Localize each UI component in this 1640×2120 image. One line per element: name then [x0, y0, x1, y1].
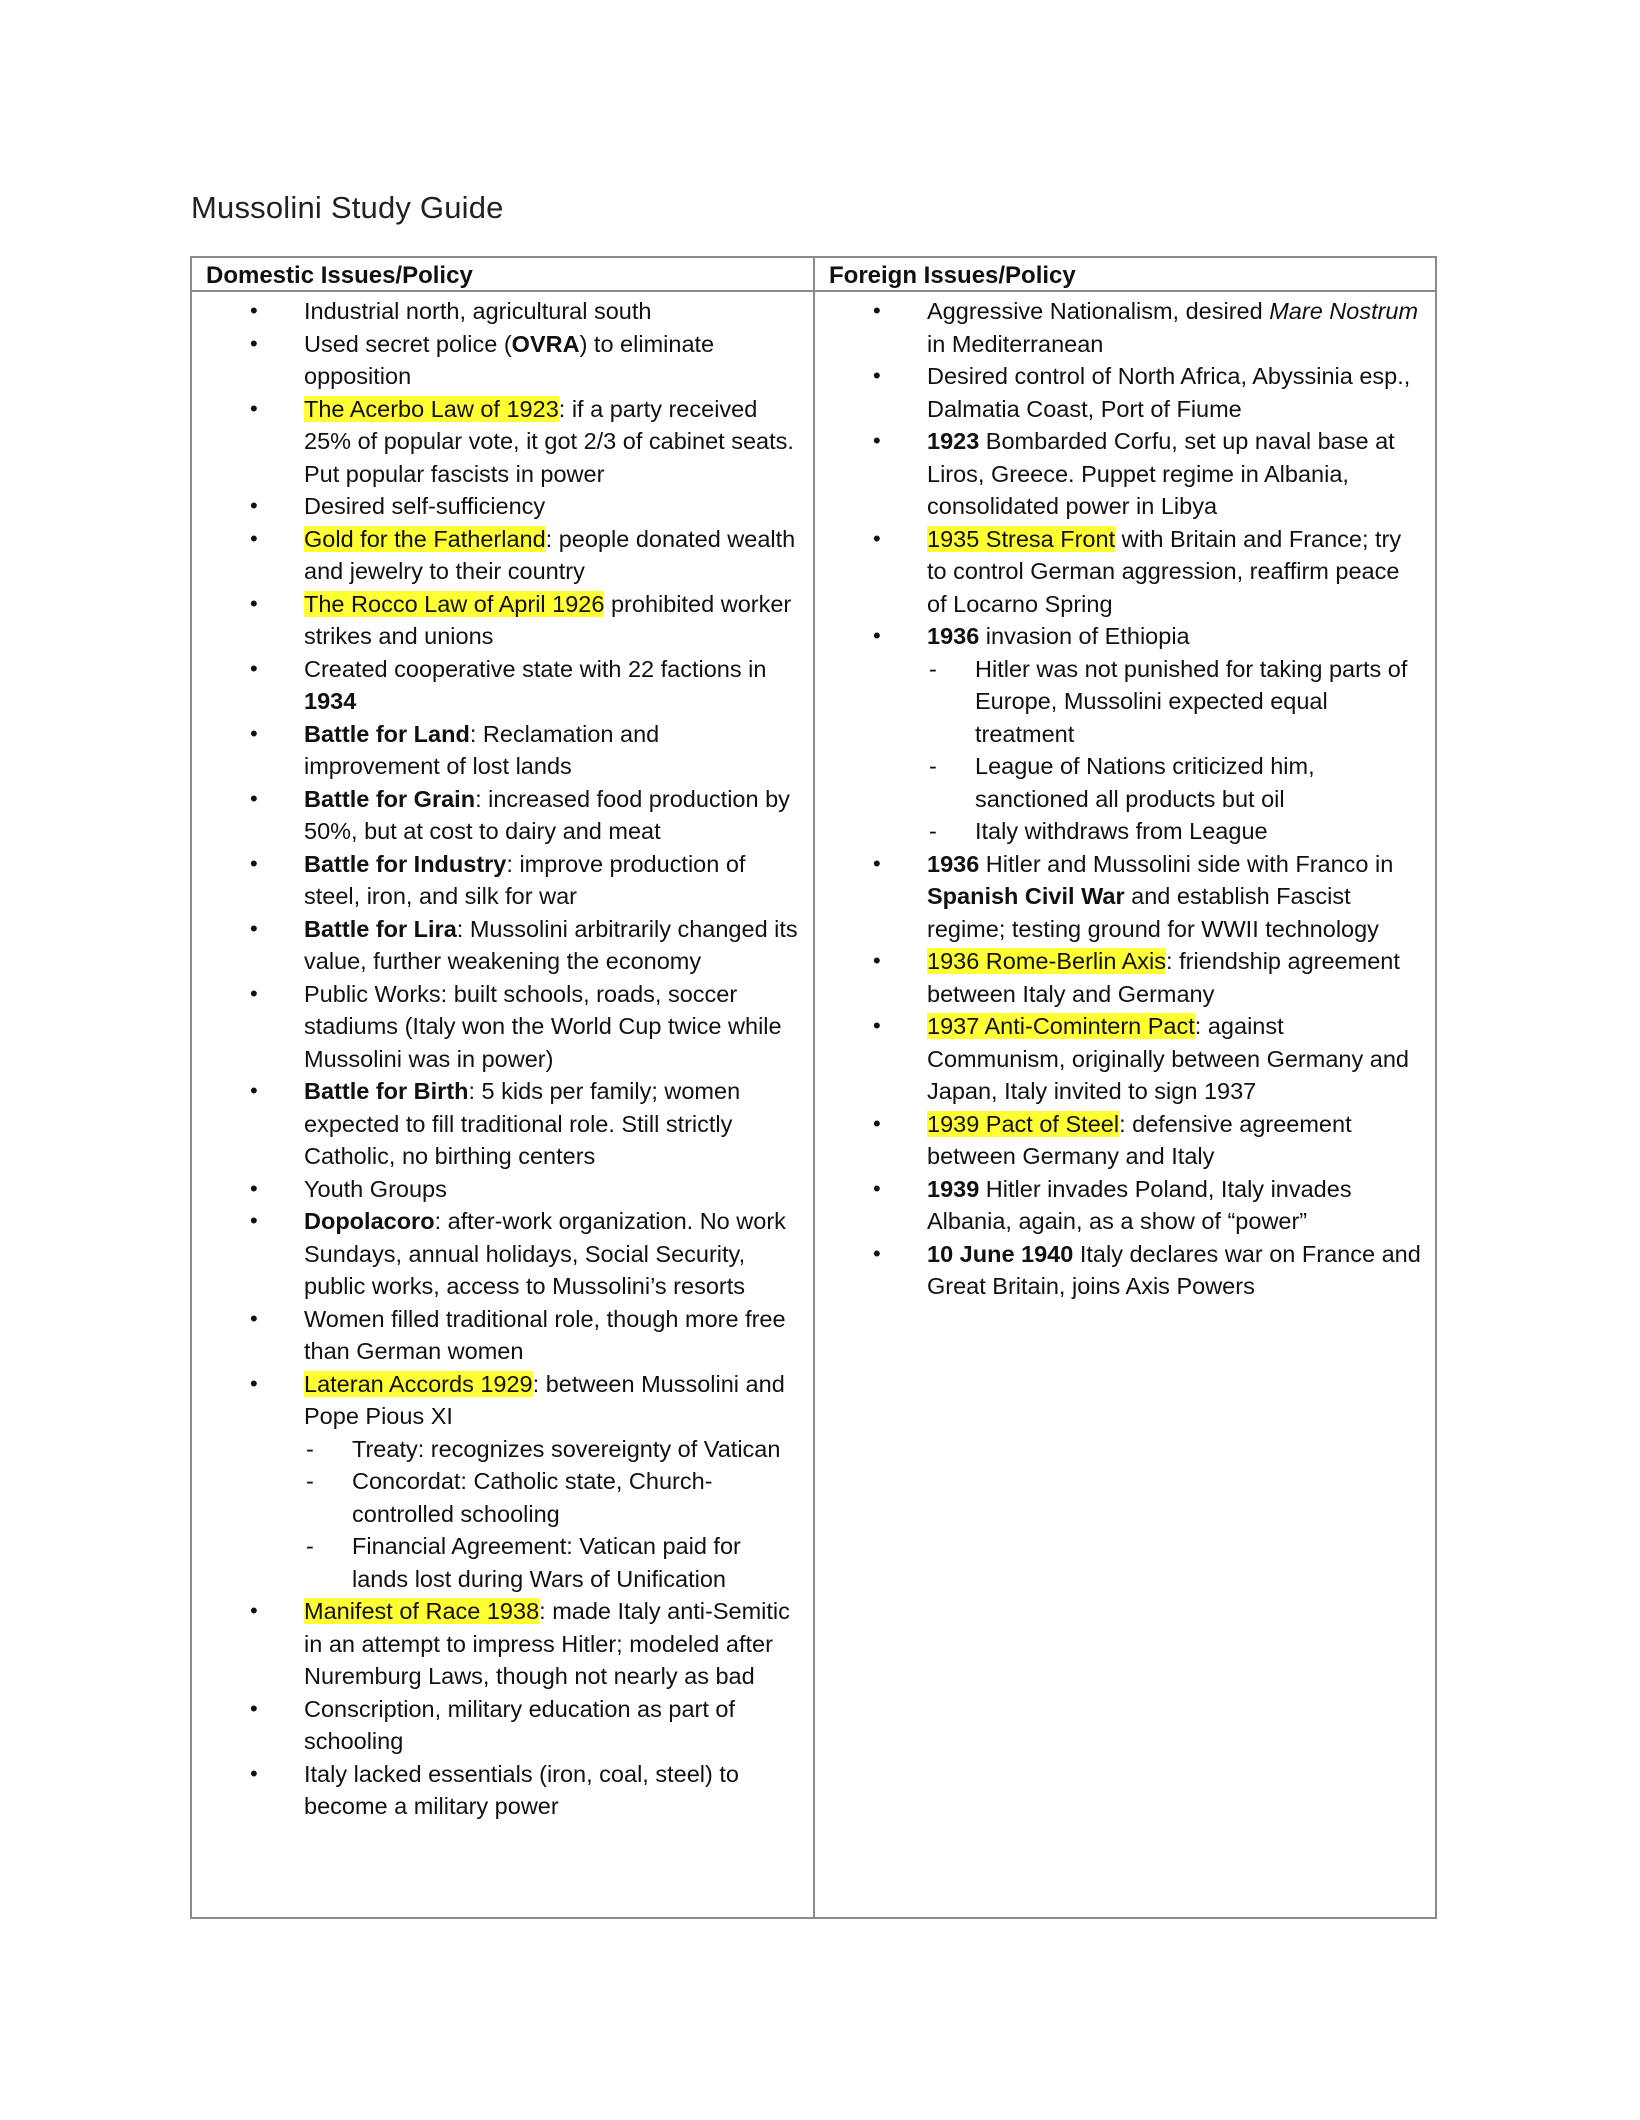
list-item [192, 1693, 799, 1758]
sub-list-item: - Financial Agreement: Vatican paid for lands lost during Wars of Unification [304, 1530, 799, 1595]
item-text: invasion of Ethiopia [979, 623, 1190, 649]
list-item [192, 913, 799, 978]
list-item [192, 1173, 799, 1206]
domestic-list [192, 292, 813, 1823]
sub-list-item: - League of Nations criticized him, sanctioned all products but oil [927, 750, 1421, 815]
list-item [192, 490, 799, 523]
sub-list-item: - Concordat: Catholic state, Church-controlled schooling [304, 1465, 799, 1530]
bold-term: Battle for Land [304, 720, 470, 747]
list-item [815, 295, 1421, 360]
item-text: Italy declares war on France and Great Britain, joins Axis Powers [927, 1240, 1421, 1299]
item-text: Women filled traditional role, though more free than German women [304, 1305, 786, 1364]
item-text: : increased food production by 50%, but at cost to dairy and meat [304, 785, 790, 844]
table-header-row [191, 257, 1436, 291]
item-text: : after-work organization. No work Sundays, annual holidays, Social Security, public works, access to Mussolini’s resorts [304, 1208, 786, 1299]
item-text: and establish Fascist regime; testing ground for WWII technology [927, 883, 1379, 942]
highlighted-term: The Acerbo Law of 1923 [304, 395, 559, 422]
bold-term: Battle for Lira [304, 915, 457, 942]
list-item [192, 848, 799, 913]
item-text: : improve production of steel, iron, and silk for war [304, 850, 746, 909]
bold-term: 1934 [304, 688, 357, 714]
sub-list [927, 653, 1421, 848]
sub-list-item: - Italy withdraws from League [927, 815, 1421, 848]
bold-term: 1939 [927, 1175, 980, 1202]
highlighted-term: Lateran Accords 1929 [304, 1370, 533, 1397]
sub-list-item: - Hitler was not punished for taking parts of Europe, Mussolini expected equal treatment [927, 653, 1421, 751]
list-item [192, 393, 799, 491]
list-item [192, 588, 799, 653]
bold-term: Spanish Civil War [927, 883, 1125, 909]
item-text: Desired control of North Africa, Abyssinia esp., Dalmatia Coast, Port of Fiume [927, 363, 1411, 422]
item-text: : 5 kids per family; women expected to fill traditional role. Still strictly Catholic, no birthing centers [304, 1078, 741, 1169]
table-body-row [191, 291, 1436, 1918]
list-item [815, 1173, 1421, 1238]
item-text: Bombarded Corfu, set up naval base at Liros, Greece. Puppet regime in Albania, consolidated power in Libya [927, 428, 1395, 519]
list-item [815, 848, 1421, 946]
item-text: Italy lacked essentials (iron, coal, steel) to become a military power [304, 1760, 739, 1819]
highlighted-term: Manifest of Race 1938 [304, 1598, 540, 1624]
item-text: : if a party received 25% of popular vote, it got 2/3 of cabinet seats. Put popular fascists in power [304, 395, 794, 487]
item-text: in Mediterranean [927, 330, 1104, 357]
page-title: Mussolini Study Guide [191, 190, 504, 225]
item-text: with Britain and France; try to control German aggression, reaffirm peace of Locarno Spring [927, 525, 1402, 617]
item-text: Hitler invades Poland, Italy invades Albania, again, as a show of “power” [927, 1175, 1352, 1234]
bold-term: 1936 [927, 623, 980, 649]
sub-list [304, 1433, 799, 1596]
bold-term: Battle for Industry [304, 850, 507, 877]
list-item [192, 653, 799, 718]
item-text: : people donated wealth and jewelry to their country [304, 525, 796, 584]
bold-term: 10 June 1940 [927, 1240, 1074, 1267]
list-item [192, 1205, 799, 1303]
list-item [192, 1303, 799, 1368]
item-text: Public Works: built schools, roads, soccer stadiums (Italy won the World Cup twice while Mussolini was in power) [304, 980, 782, 1072]
bold-term: Battle for Birth [304, 1078, 469, 1104]
list-item [815, 620, 1421, 848]
item-text: : Mussolini arbitrarily changed its value, further weakening the economy [304, 915, 798, 974]
highlighted-term: 1939 Pact of Steel [927, 1110, 1120, 1137]
list-item [815, 1238, 1421, 1303]
item-text: : made Italy anti-Semitic in an attempt to impress Hitler; modeled after Nuremburg Laws, though not nearly as bad [304, 1598, 790, 1689]
item-text: Youth Groups [304, 1175, 447, 1202]
domestic-cell [191, 291, 814, 1918]
item-text: Desired self-sufficiency [304, 493, 546, 519]
list-item [192, 978, 799, 1076]
sub-list-item: - Treaty: recognizes sovereignty of Vatican [304, 1433, 799, 1466]
list-item [192, 1368, 799, 1596]
bold-term: 1923 [927, 428, 980, 454]
item-text: : friendship agreement between Italy and Germany [927, 948, 1400, 1007]
list-item [815, 1010, 1421, 1108]
item-text: : defensive agreement between Germany and Italy [927, 1110, 1352, 1169]
list-item [192, 523, 799, 588]
foreign-cell [814, 291, 1436, 1918]
list-item [192, 295, 799, 328]
item-text: Aggressive Nationalism, desired [927, 298, 1270, 324]
item-text: Used secret police ( [304, 330, 512, 357]
highlighted-term: Gold for the Fatherland [304, 525, 546, 552]
list-item [192, 1595, 799, 1693]
list-item [815, 425, 1421, 523]
bold-term: Dopolacoro [304, 1208, 435, 1234]
list-item [815, 945, 1421, 1010]
item-text: Hitler and Mussolini side with Franco in [979, 850, 1394, 877]
item-text: Created cooperative state with 22 factions in [304, 655, 767, 682]
foreign-list [815, 292, 1435, 1303]
domestic-header: Domestic Issues/Policy [191, 257, 814, 291]
item-text: : against Communism, originally between Germany and Japan, Italy invited to sign 1937 [927, 1013, 1409, 1104]
highlighted-term: 1935 Stresa Front [927, 525, 1116, 552]
list-item [815, 360, 1421, 425]
item-text: : Reclamation and improvement of lost lands [304, 720, 660, 779]
study-guide-table [190, 256, 1437, 1919]
highlighted-term: 1937 Anti-Comintern Pact [927, 1013, 1195, 1039]
italic-term: Mare Nostrum [1269, 298, 1419, 324]
item-text: prohibited worker strikes and unions [304, 590, 792, 649]
foreign-header: Foreign Issues/Policy [814, 257, 1436, 291]
bold-term: 1936 [927, 850, 980, 877]
bold-term: OVRA [511, 330, 580, 357]
item-text: Industrial north, agricultural south [304, 298, 652, 324]
list-item [192, 1075, 799, 1173]
list-item [192, 328, 799, 393]
bold-term: Battle for Grain [304, 785, 476, 812]
list-item [192, 718, 799, 783]
highlighted-term: 1936 Rome-Berlin Axis [927, 948, 1167, 974]
list-item [815, 523, 1421, 621]
highlighted-term: The Rocco Law of April 1926 [304, 590, 605, 617]
list-item [815, 1108, 1421, 1173]
list-item [192, 1758, 799, 1823]
item-text: : between Mussolini and Pope Pious XI [304, 1370, 785, 1429]
item-text: ) to eliminate opposition [304, 330, 715, 389]
list-item [192, 783, 799, 848]
item-text: Conscription, military education as part of schooling [304, 1695, 736, 1754]
